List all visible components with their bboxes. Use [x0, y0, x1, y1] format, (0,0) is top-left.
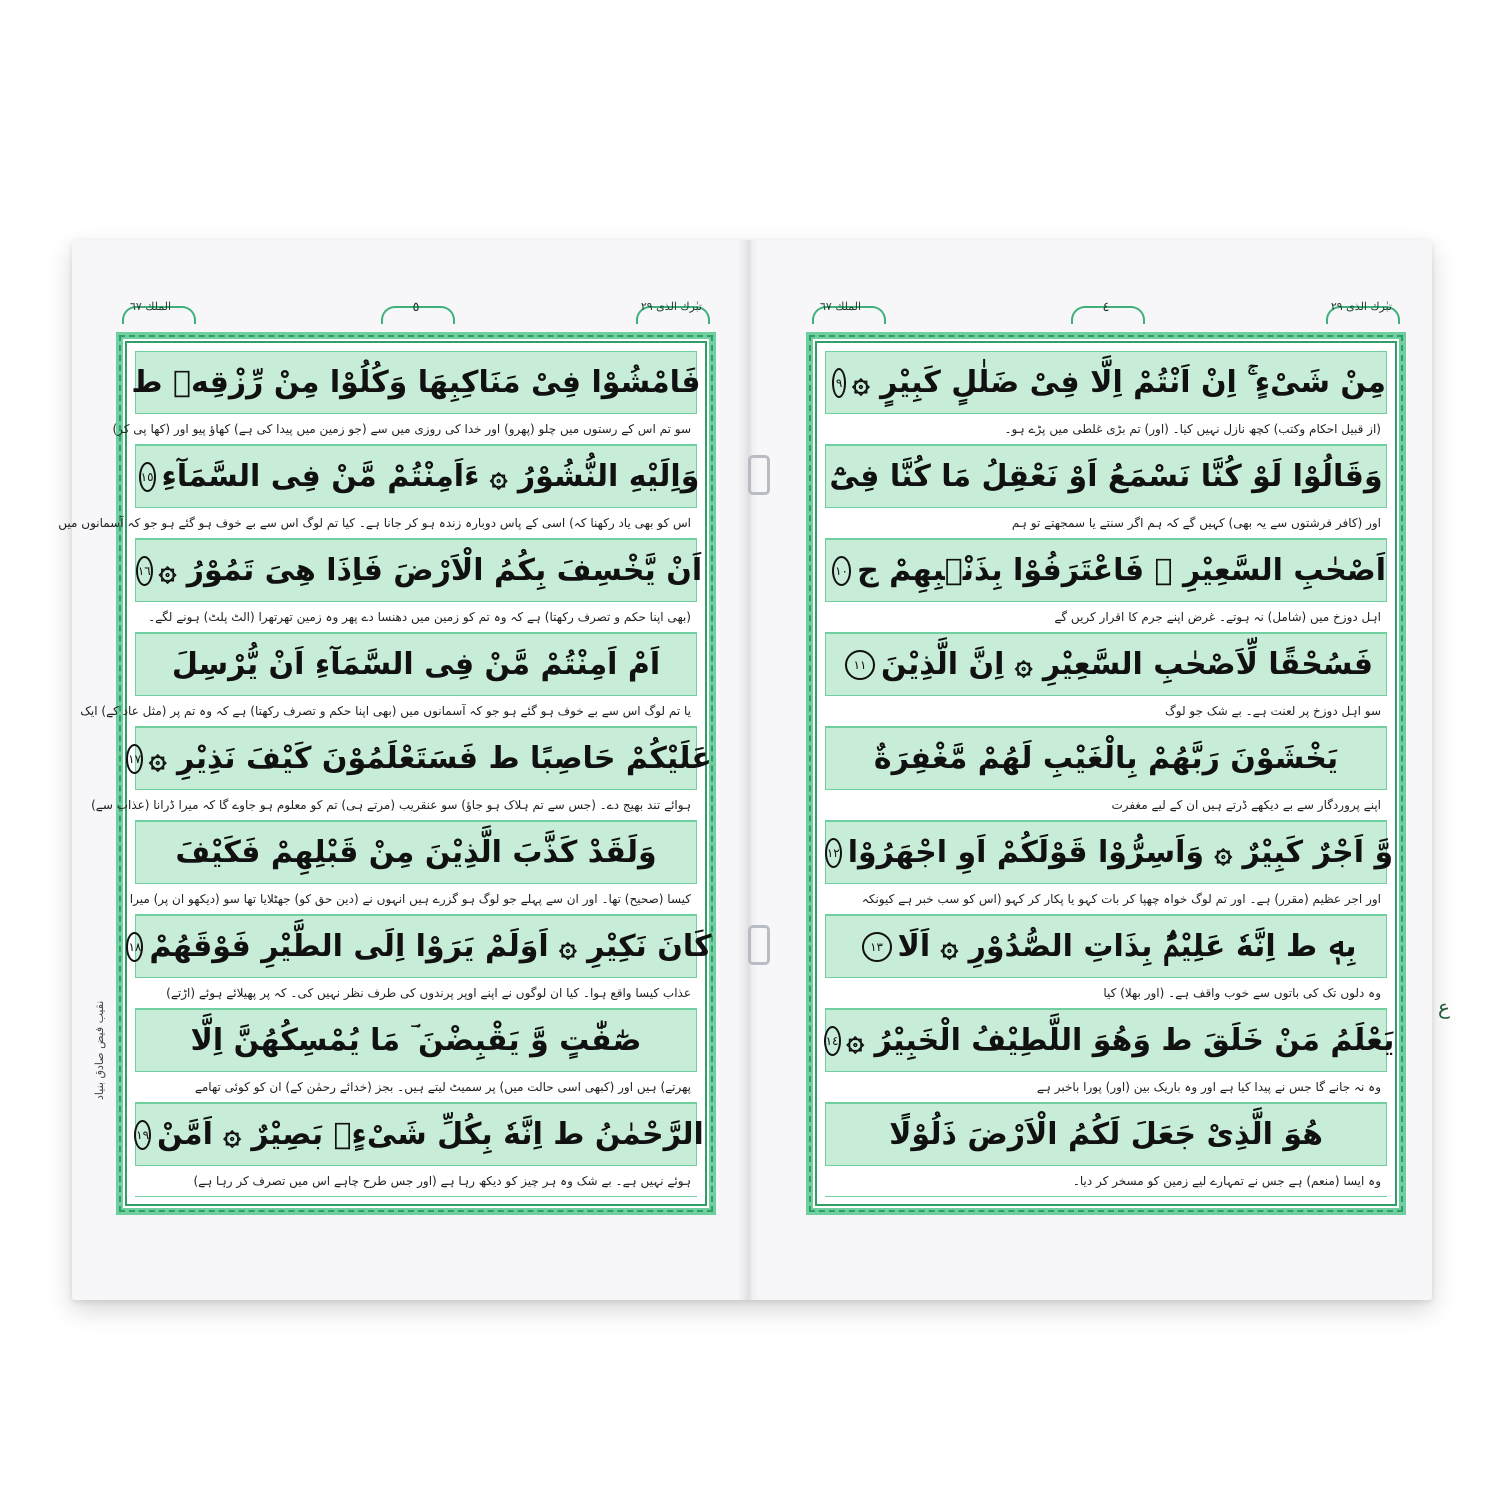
verse-row-6 [825, 821, 1394, 915]
spine-print-note: نقیب فیض صادق بنیاد [93, 1000, 106, 1100]
urdu-translation: سو اہل دوزخ پر لعنت ہے۔ بے شک جو لوگ [825, 696, 1387, 727]
verse-row-5 [825, 727, 1387, 821]
verse-text: فَامْشُوْا فِیْ مَنَاكِبِهَا وَكُلُوْا مِنْ رِّزْقِهٖ ط [131, 365, 701, 400]
juz-name: تبٰرك الذی ٢٩ [640, 300, 702, 313]
verse-row-9 [135, 1103, 704, 1197]
arabic-verse [135, 1103, 704, 1166]
verse-rows [825, 351, 1395, 1196]
urdu-translation: وہ دلوں تک کی باتوں سے خوب واقف ہے۔ (اور بھلا) کیا [825, 978, 1387, 1009]
urdu-translation: وہ ایسا (منعم) ہے جس نے تمہارے لیے زمین کو مسخر کر دیا۔ [825, 1166, 1387, 1197]
verse-row-7 [825, 915, 1387, 1009]
urdu-translation: اور اجر عظیم (مقرر) ہے۔ اور تم لوگ خواہ چھپا کر بات کہو یا پکار کر کہو (اس کو سب خبر ہے کیونکہ [825, 884, 1387, 915]
verse-row-1 [825, 351, 1387, 445]
verse-text: فَسُحْقًا لِّاَصْحٰبِ السَّعِیْرِ ۞ اِنَّ الَّذِیْنَ [880, 647, 1374, 682]
verse-text: وَلَقَدْ كَذَّبَ الَّذِیْنَ مِنْ قَبْلِهِمْ فَكَیْفَ [175, 835, 657, 870]
arabic-verse [825, 351, 1387, 414]
arabic-verse [131, 351, 701, 414]
verse-text: بِهٖ ط اِنَّهٗ عَلِیْمٌۢ بِذَاتِ الصُّدُوْرِ ۞ اَلَا [897, 929, 1357, 964]
urdu-translation: کیسا (صحیح) تھا۔ اور ان سے پہلے جو لوگ ہو گزرے ہیں انہوں نے (دین حق کو) جھٹلایا تھا سو (دیکھو ان پر) میرا [135, 884, 697, 915]
ayah-number-marker: ١٤ [824, 1026, 841, 1056]
staple-bottom [748, 925, 770, 965]
verse-text: مِنْ شَیْءٍ ۚ اِنْ اَنْتُمْ اِلَّا فِیْ ضَلٰلٍ كَبِیْرٍ ۞ [852, 365, 1386, 400]
arabic-verse [825, 727, 1387, 790]
ruku-margin-mark: ع [1438, 995, 1450, 1019]
ayah-number-marker: ١٣ [862, 932, 892, 962]
ayah-number-marker: ١٢ [825, 838, 842, 868]
ayah-number-marker: ١٨ [126, 932, 143, 962]
urdu-translation: وہ نہ جانے گا جس نے پیدا کیا ہے اور وہ باریک بین (اور) پورا باخبر ہے [825, 1072, 1387, 1103]
verse-row-5 [91, 727, 712, 821]
staple-top [748, 455, 770, 495]
urdu-translation: اس کو بھی یاد رکھنا کہ) اسی کے پاس دوبارہ زندہ ہو کر جانا ہے۔ کیا تم لوگ اس سے بے خوف ہو گئے ہو جو کہ آسمانوں میں [135, 508, 697, 539]
verse-text: صٰٓفّٰتٍ وَّ یَقْبِضْنَ ؔ مَا یُمْسِكُهُنَّ اِلَّا [190, 1023, 642, 1058]
arabic-verse [825, 445, 1387, 508]
verse-text: یَعْلَمُ مَنْ خَلَقَ ط وَهُوَ اللَّطِیْفُ الْخَبِیْرُ ۞ [846, 1023, 1395, 1058]
ayah-number-marker: ١٧ [126, 744, 143, 774]
urdu-translation: ہوئے نہیں ہے۔ بے شک وہ ہر چیز کو دیکھ رہا ہے (اور جس طرح چاہے اس میں تصرف کر رہا ہے) [135, 1166, 697, 1197]
urdu-translation: سو تم اس کے رستوں میں چلو (پھرو) اور خدا کی روزی میں سے (جو زمین میں پیدا کی ہے) کھاؤ پیو اور (کھا پی کر) [135, 414, 697, 445]
verse-text: عَلَیْكُمْ حَاصِبًا ط فَسَتَعْلَمُوْنَ كَیْفَ نَذِیْرِ ۞ [149, 741, 712, 776]
verse-row-4 [825, 633, 1387, 727]
verse-row-9 [825, 1103, 1387, 1197]
arabic-verse [825, 539, 1387, 602]
juz-name: تبٰرك الذی ٢٩ [1330, 300, 1392, 313]
page-number: ٥ [412, 300, 420, 315]
arabic-verse [825, 1009, 1395, 1072]
verse-text: وَقَالُوْا لَوْ كُنَّا نَسْمَعُ اَوْ نَعْقِلُ مَا كُنَّا فِیْٓ [829, 459, 1383, 494]
surah-name: الملك ٦٧ [130, 300, 172, 313]
verse-text: وَاِلَیْهِ النُّشُوْرُ ۞ ءَاَمِنْتُمْ مَّنْ فِی السَّمَآءِ [161, 459, 700, 494]
ayah-number-marker: ١٠ [832, 556, 851, 586]
urdu-translation: عذاب کیسا واقع ہوا۔ کیا ان لوگوں نے اپنے اوپر پرندوں کی طرف نظر نہیں کی۔ کہ پر پھیلائے ہوئے (اڑتے) [135, 978, 697, 1009]
urdu-translation: (بھی اپنا حکم و تصرف رکھتا) ہے کہ وہ تم کو زمین میں دھنسا دے پھر وہ زمین تھرتھرا (الٹ پلٹ) ہونے لگے۔ [135, 602, 697, 633]
verse-text: اَنْ یَّخْسِفَ بِكُمُ الْاَرْضَ فَاِذَا هِیَ تَمُوْرُ ۞ [158, 553, 703, 588]
arabic-verse [135, 445, 700, 508]
arabic-verse [135, 633, 697, 696]
book-gutter [737, 240, 759, 1300]
surah-name: الملك ٦٧ [820, 300, 862, 313]
arabic-verse [825, 1103, 1387, 1166]
urdu-translation: پھرتے) ہیں اور (کبھی اسی حالت میں) پر سمیٹ لیتے ہیں۔ بجز (خدائے رحمٰن کے) ان کو کوئی تھامے [135, 1072, 697, 1103]
verse-text: اَصْحٰبِ السَّعِیْرِ ۞ فَاعْتَرَفُوْا بِذَنْۢبِهِمْ ج [857, 553, 1386, 588]
arabic-verse [128, 727, 712, 790]
arabic-verse [825, 821, 1394, 884]
ayah-number-marker: ١١ [845, 650, 875, 680]
verse-text: كَانَ نَكِیْرِ ۞ اَوَلَمْ یَرَوْا اِلَی الطَّیْرِ فَوْقَهُمْ [149, 929, 712, 964]
page-header [806, 300, 1406, 326]
arabic-verse [135, 821, 697, 884]
verse-row-4 [80, 633, 697, 727]
ayah-number-marker: ١٩ [134, 1120, 151, 1150]
arabic-verse [128, 915, 712, 978]
arabic-verse [135, 1009, 697, 1072]
verse-text: هُوَ الَّذِیْ جَعَلَ لَكُمُ الْاَرْضَ ذَلُوْلًا [889, 1117, 1323, 1152]
verse-text: یَخْشَوْنَ رَبَّهُمْ بِالْغَیْبِ لَهُمْ مَّغْفِرَةٌ [873, 741, 1339, 776]
urdu-translation: (از قبیل احکام وکتب) کچھ نازل نہیں کیا۔ (اور) تم بڑی غلطی میں پڑے ہو۔ [825, 414, 1387, 445]
right-page [806, 300, 1406, 1215]
verse-row-6 [129, 821, 697, 915]
urdu-translation: اہل دوزخ میں (شامل) نہ ہوتے۔ غرض اپنے جرم کا اقرار کریں گے [825, 602, 1387, 633]
verse-row-3 [135, 539, 703, 633]
ayah-number-marker: ٩ [832, 368, 846, 398]
verse-row-8 [825, 1009, 1395, 1103]
verse-row-1 [112, 351, 701, 445]
verse-row-2 [58, 445, 700, 539]
page-number: ٤ [1102, 300, 1110, 315]
verse-row-2 [825, 445, 1387, 539]
verse-text: اَمْ اَمِنْتُمْ مَّنْ فِی السَّمَآءِ اَنْ یُّرْسِلَ [171, 647, 661, 682]
page-header [116, 300, 716, 326]
urdu-translation: ہوائے تند بھیج دے۔ (جس سے تم ہلاک ہو جاؤ) سو عنقریب (مرتے ہی) تم کو معلوم ہو جاوے گا کہ میرا ڈرانا (عذاب سے) [135, 790, 697, 821]
ayah-number-marker: ١٥ [139, 462, 156, 492]
urdu-translation: اور (کافر فرشتوں سے یہ بھی) کہیں گے کہ ہم اگر سنتے یا سمجھتے تو ہم [825, 508, 1387, 539]
urdu-translation: یا تم لوگ اس سے بے خوف ہو گئے ہو جو کہ آسمانوں میں (بھی اپنا حکم و تصرف رکھتا) ہے کہ وہ تم پر (مثل عاد کے) ایک [135, 696, 697, 727]
verse-row-8 [135, 1009, 697, 1103]
urdu-translation: اپنے پروردگار سے بے دیکھے ڈرتے ہیں ان کے لیے مغفرت [825, 790, 1387, 821]
arabic-verse [825, 915, 1387, 978]
verse-text: الرَّحْمٰنُ ط اِنَّهٗ بِكُلِّ شَیْءٍۭ بَصِیْرٌ ۞ اَمَّنْ [157, 1117, 704, 1152]
verse-row-7 [128, 915, 712, 1009]
verse-text: وَّ اَجْرٌ كَبِیْرٌ ۞ وَاَسِرُّوْا قَوْلَكُمْ اَوِ اجْهَرُوْا [847, 835, 1394, 870]
arabic-verse [135, 539, 703, 602]
decorative-border [806, 332, 1406, 1215]
ayah-number-marker: ١٦ [136, 556, 153, 586]
arabic-verse [825, 633, 1387, 696]
verse-row-3 [825, 539, 1387, 633]
